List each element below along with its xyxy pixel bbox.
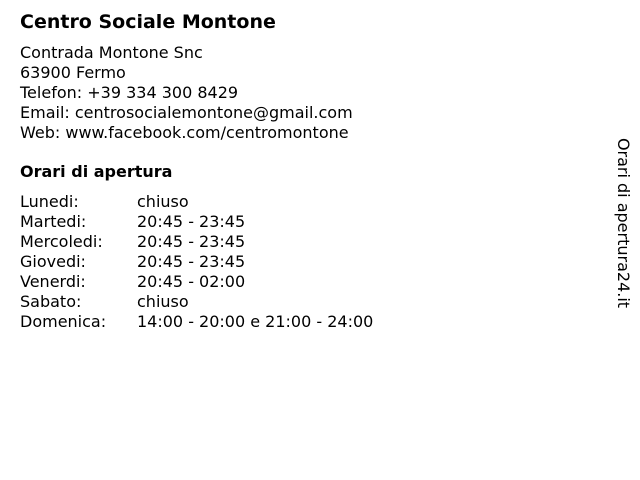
phone-line[interactable]: Telefon: +39 334 300 8429 xyxy=(20,83,239,102)
place-card xyxy=(20,10,600,332)
hours-row-saturday xyxy=(20,292,600,312)
day-label: Martedi: xyxy=(20,212,87,231)
time-label: chiuso xyxy=(137,192,189,211)
site-label-vertical xyxy=(613,135,633,310)
time-label: 20:45 - 23:45 xyxy=(137,252,246,271)
time-label: 20:45 - 23:45 xyxy=(137,232,246,251)
day-label: Giovedi: xyxy=(20,252,86,271)
hours-row-friday xyxy=(20,272,600,292)
email-line[interactable]: Email: centrosocialemontone@gmail.com xyxy=(20,103,353,122)
day-label: Domenica: xyxy=(20,312,107,331)
address-line-1: Contrada Montone Snc xyxy=(20,43,203,62)
opening-hours-title: Orari di apertura xyxy=(20,162,173,181)
day-label: Mercoledi: xyxy=(20,232,103,251)
site-label-text: Orari di apertura24.it xyxy=(614,137,633,308)
hours-row-monday xyxy=(20,192,600,212)
time-label: 20:45 - 23:45 xyxy=(137,212,246,231)
day-label: Venerdi: xyxy=(20,272,86,291)
hours-row-tuesday xyxy=(20,212,600,232)
hours-row-thursday xyxy=(20,252,600,272)
time-label: 20:45 - 02:00 xyxy=(137,272,246,291)
time-label: chiuso xyxy=(137,292,189,311)
day-label: Sabato: xyxy=(20,292,82,311)
opening-hours-table xyxy=(20,192,600,332)
website-line[interactable]: Web: www.facebook.com/centromontone xyxy=(20,123,349,142)
contact-block xyxy=(20,43,600,143)
address-line-2: 63900 Fermo xyxy=(20,63,126,82)
place-title: Centro Sociale Montone xyxy=(20,11,276,33)
hours-row-sunday xyxy=(20,312,600,332)
day-label: Lunedi: xyxy=(20,192,79,211)
time-label: 14:00 - 20:00 e 21:00 - 24:00 xyxy=(137,312,374,331)
hours-row-wednesday xyxy=(20,232,600,252)
